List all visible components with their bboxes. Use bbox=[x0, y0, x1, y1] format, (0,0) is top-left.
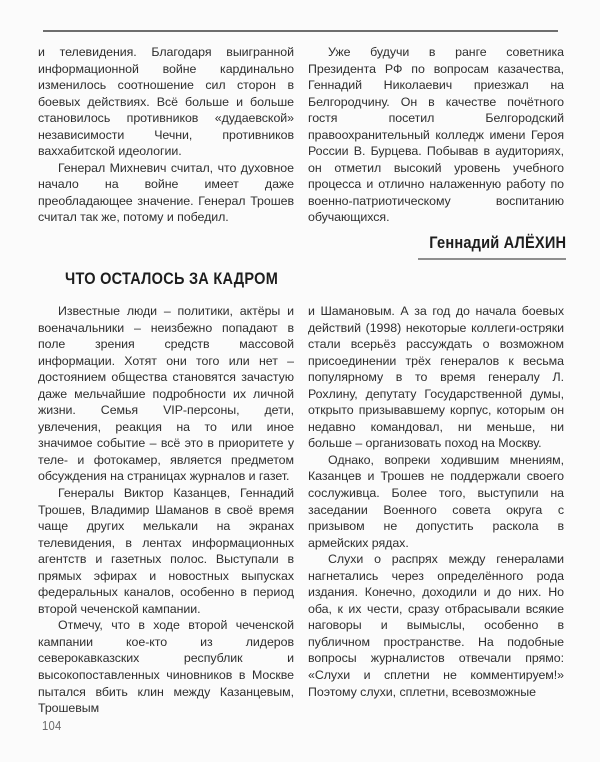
top-left-column bbox=[38, 44, 294, 226]
bottom-right-column bbox=[308, 303, 564, 700]
page-number: 104 bbox=[42, 719, 62, 733]
article-continuation bbox=[38, 44, 565, 226]
byline-block bbox=[407, 233, 566, 260]
paragraph: Слухи о распрях между генералами нагнетались через определённого рода издания. Конечно, доходили и до них. Но оба, к их чести, сразу отбрасывали всякие наговоры и вымыслы, особенно в публичном пространстве. На подобные вопросы журналистов отвечали прямо: «Слухи и сплетни не комментируем!» Поэтому слухи, сплетни, всевозможные bbox=[308, 552, 564, 699]
byline-underline-rule bbox=[418, 258, 566, 260]
two-column-layout-bottom bbox=[38, 303, 565, 717]
two-column-layout-top bbox=[38, 44, 565, 226]
paragraph: Генералы Виктор Казанцев, Геннадий Трошев, Владимир Шаманов в своё время чаще других мелькали на экранах телевидения, в лентах информационных агентств и газетных полос. Выступали в прямых эфирах и новостных выпусках федеральных каналов, особенно в период второй чеченской кампании. bbox=[38, 486, 294, 616]
paragraph: Отмечу, что в ходе второй чеченской кампании кое-кто из лидеров северокавказских республик и высокопоставленных чиновников в Москве пытался вбить клин между Казанцевым, Трошевым bbox=[38, 618, 294, 716]
article-body bbox=[38, 303, 565, 717]
top-right-column bbox=[308, 44, 564, 226]
paragraph: Однако, вопреки ходившим мнениям, Казанцев и Трошев не поддержали своего сослуживца. Более того, выступили на заседании Военного совета округа с призывом не допустить раскола в армейских рядах. bbox=[308, 452, 564, 550]
paragraph: и телевидения. Благодаря выигранной информационной войне кардинально изменилось соотношение сил сторон в боевых действиях. Всё больше и больше становилось противников «дудаевской» независимости Чечни, противников ваххабитской идеологии. bbox=[38, 45, 294, 159]
paragraph: и Шамановым. А за год до начала боевых действий (1998) некоторые коллеги-остряки стали всерьёз рассуждать о возможном присоединении трёх генералов к весьма популярному в то время генералу Л. Рохлину, депутату Государственной думы, открыто призывавшему корпус, которым он недавно командовал, ни меньше, ни больше – организовать поход на Москву. bbox=[308, 304, 564, 451]
top-horizontal-rule bbox=[43, 30, 558, 32]
paragraph: Уже будучи в ранге советника Президента РФ по вопросам казачества, Геннадий Николаевич приезжал на Белгородчину. Он в качестве почётного гостя посетил Белгородский правоохранительный колледж имени Героя России В. Бурцева. Побывав в аудиториях, он отметил высокий уровень учебного процесса и отлично налаженную работу по военно-патриотическому воспитанию обучающихся. bbox=[308, 45, 564, 225]
author-byline: Геннадий АЛЁХИН bbox=[429, 233, 566, 252]
bottom-left-column bbox=[38, 303, 294, 717]
section-heading: ЧТО ОСТАЛОСЬ ЗА КАДРОМ bbox=[65, 270, 279, 288]
paragraph: Генерал Михневич считал, что духовное начало на войне имеет даже преобладающее значение. Генерал Трошев считал так же, потому и победил. bbox=[38, 160, 294, 225]
paragraph: Известные люди – политики, актёры и военачальники – неизбежно попадают в поле зрения средств массовой информации. Хотят они того или нет – достоянием общества становятся зачастую даже мельчайшие подробности их личной жизни. Семья VIP-персоны, дети, увлечения, реакция на то или иное значимое событие – всё это в приоритете у теле- и фотокамер, является предметом обсуждения на страницах журналов и газет. bbox=[38, 304, 294, 484]
